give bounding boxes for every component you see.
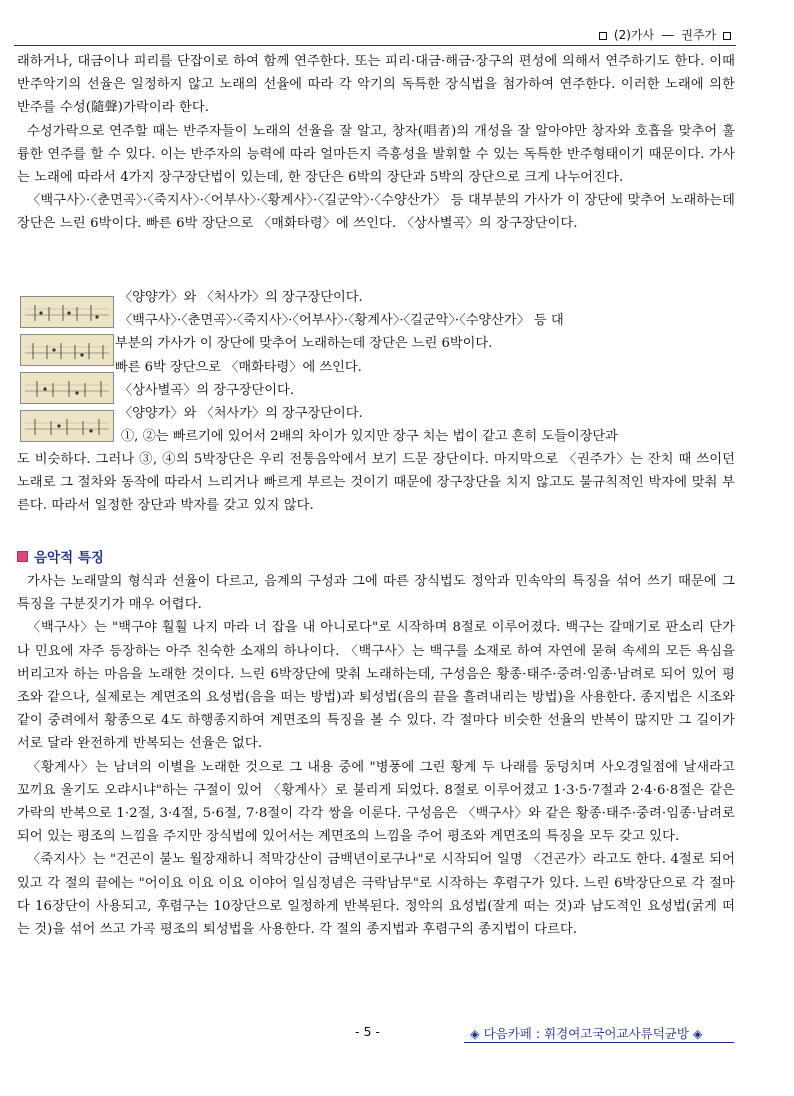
header-dash: ―: [661, 28, 674, 42]
bullet-square-icon: [17, 551, 28, 562]
janggu-rhythm-image-3: [20, 372, 114, 404]
figure-caption-line: ①, ②는 빠르기에 있어서 2배의 차이가 있지만 장구 치는 법이 같고 흔히 도들이장단과: [121, 429, 618, 445]
figure-caption-line: 〈양양가〉와 〈처사가〉의 장구장단이다.: [119, 290, 363, 305]
header-topic: 권주가: [681, 28, 717, 42]
paragraph: 래하거나, 대금이나 피리를 단잡이로 하여 함께 연주한다. 또는 피리·대금·해금·장구의 편성에 의해서 연주하기도 한다. 이때 반주악기의 선율은 일정하지 않고 노래의 선율에 따라 각 악기의 독특한 장식법을 첨가하여 연주한다. 이러한 노래에 의한 반주를 수성(隨聲)가락이라 한다.: [17, 54, 735, 116]
paragraph: 도 비슷하다. 그러나 ③, ④의 5박장단은 우리 전통음악에서 보기 드문 장단이다. 마지막으로 〈권주가〉는 잔치 때 쓰이던 노래로 그 절차와 동작에 따라서 느리거나 빠르게 부르는 것이기 때문에 장구장단을 치지 않고도 불규칙적인 박자에 맞춰 부른다. 따라서 일정한 장단과 박자를 갖고 있지 않다.: [17, 452, 735, 514]
cafe-credit: ◈ 다음카페 : 휘경여고국어교사류덕균방 ◈: [470, 1026, 703, 1041]
figure-caption-line: 빠른 6박 장단으로 〈매화타령〉에 쓰인다.: [115, 359, 362, 375]
janggu-rhythm-image-1: [20, 296, 114, 328]
footer-underline: [464, 1042, 734, 1043]
header-section: (2)가사: [613, 28, 655, 42]
section-title-text: 음악적 특징: [34, 550, 104, 566]
figure-caption-line: 부분의 가사가 이 장단에 맞추어 노래하는데 장단은 느린 6박이다.: [115, 336, 493, 352]
musical-features-text: [17, 570, 735, 941]
intro-text: [17, 50, 735, 236]
section-heading: [17, 546, 104, 566]
header-rule: [14, 45, 736, 46]
janggu-rhythm-image-2: [20, 334, 114, 366]
square-icon: [599, 32, 607, 40]
paragraph: 수성가락으로 연주할 때는 반주자들이 노래의 선율을 잘 알고, 창자(唱者)의 개성을 잘 알아야만 창자와 호흡을 맞추어 훌륭한 연주를 할 수 있다. 이는 반주자의 능력에 따라 얼마든지 즉흥성을 발휘할 수 있는 독특한 반주형태이기 때문이다. 가사는 노래에 따라서 4가지 장구장단법이 있는데, 한 장단은 6박의 장단과 5박의 장단으로 크게 나누어진다.: [17, 123, 735, 186]
figure-caption-line: 〈백구사〉·〈춘면곡〉·〈죽지사〉·〈어부사〉·〈황계사〉·〈길군악〉·〈수양산가〉 등 대: [119, 313, 564, 329]
figure-caption-line: 〈상사별곡〉의 장구장단이다.: [119, 382, 294, 398]
paragraph: 〈죽지사〉는 "건곤이 불노 월장재하니 적막강산이 금백년이로구나"로 시작되어 일명 〈건곤가〉라고도 한다. 4절로 되어 있고 각 절의 끝에는 "어이요 이요 이요 이야어 일심정념은 극락남무"로 시작하는 후렴구가 있다. 느린 6박장단으로 각 절마다 16장단이 사용되고, 후렴구는 10장단으로 일정하게 반복된다. 정악의 요성법(잘게 떠는 것)과 남도적인 요성법(굵게 떠는 것)을 섞어 쓰고 가곡 평조의 퇴성법을 사용한다. 각 절의 종지법과 후렴구의 종지법이 다르다.: [17, 852, 735, 938]
rhythm-conclusion-text: [17, 448, 735, 518]
paragraph: 〈백구사〉·〈춘면곡〉·〈죽지사〉·〈어부사〉·〈황계사〉·〈길군악〉·〈수양산가〉 등 대부분의 가사가 이 장단에 맞추어 노래하는데 장단은 느린 6박이다. 빠른 6박 장단으로 〈매화타령〉에 쓰인다. 〈상사별곡〉의 장구장단이다.: [17, 193, 735, 232]
paragraph: 〈백구사〉는 "백구야 훨훨 나지 마라 너 잡을 내 아니로다"로 시작하며 8절로 이루어졌다. 백구는 갈매기로 판소리 단가나 민요에 자주 등장하는 아주 친숙한 소재의 하나이다. 〈백구사〉는 백구를 소재로 하여 자연에 묻혀 속세의 모든 욕심을 버리고자 하는 마음을 노래한 것이다. 느린 6박장단에 맞춰 노래하는데, 구성음은 황종·태주·중려·임종·남려로 되어 있어 평조와 같으나, 실제로는 계면조의 요성법(음을 떠는 방법)과 퇴성법(음의 끝을 흘려내리는 방법)을 사용한다. 종지법은 시조와 같이 중려에서 황종으로 4도 하행종지하여 계면조의 특징을 볼 수 있다. 각 절마다 비슷한 선율의 반복이 많지만 그 길이가 서로 달라 완전하게 반복되는 선율은 없다.: [17, 620, 735, 752]
square-icon: [723, 32, 731, 40]
paragraph: 가사는 노래말의 형식과 선율이 다르고, 음계의 구성과 그에 따른 장식법도 정악과 민속악의 특징을 섞어 쓰기 때문에 그 특징을 구분짓기가 매우 어렵다.: [17, 574, 735, 613]
paragraph: 〈황계사〉는 남녀의 이별을 노래한 것으로 그 내용 중에 "병풍에 그린 황계 두 나래를 둥덩치며 사오경일점에 날새라고 꼬끼요 울기도 오랴시냐"하는 구절이 있어 〈황계사〉로 불리게 되었다. 8절로 이루어졌고 1·3·5·7절과 2·4·6·8절은 같은 가락의 반복으로 1·2절, 3·4절, 5·6절, 7·8절이 각각 쌍을 이룬다. 구성음은 〈백구사〉와 같은 황종·태주·중려·임종·남려로 되어 있는 평조의 느낌을 주지만 장식법에 있어서는 계면조의 느낌을 주어 평조와 계면조의 특징을 모두 갖고 있다.: [17, 759, 735, 845]
running-header: [596, 28, 734, 42]
page-number: - 5 -: [355, 1024, 380, 1039]
rhythm-figure-section: [17, 286, 735, 448]
janggu-rhythm-image-4: [20, 410, 114, 442]
figure-caption-line: 〈양양가〉와 〈처사가〉의 장구장단이다.: [119, 405, 363, 421]
